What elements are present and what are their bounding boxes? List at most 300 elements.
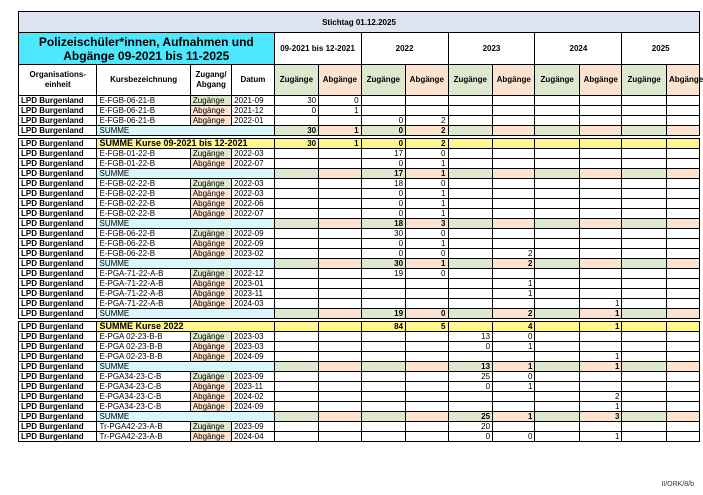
col-header-abgaenge: Abgänge: [579, 65, 621, 96]
abgaenge-value: [579, 189, 621, 199]
datum-cell: 2022-06: [232, 199, 274, 209]
abgaenge-value: [666, 332, 699, 342]
data-table: [18, 11, 703, 442]
zugaenge-value: [274, 159, 319, 169]
col-header-zugaenge: Zugänge: [361, 65, 406, 96]
kurs-cell: E-FGB-06-22-B: [97, 229, 190, 239]
zugaenge-value: [274, 402, 319, 412]
zugaenge-value: [361, 372, 406, 382]
kurs-cell: E-PGA34-23-C-B: [97, 382, 190, 392]
org-cell: LPD Burgenland: [19, 402, 97, 412]
period-header: 2024: [535, 33, 622, 65]
abgaenge-value: [493, 229, 535, 239]
abgaenge-value: 0: [406, 179, 448, 189]
abgaenge-value: 0: [406, 309, 448, 319]
abgaenge-value: 1: [579, 352, 621, 362]
datum-cell: 2023-03: [232, 332, 274, 342]
zugang-abgang-cell: Abgänge: [190, 249, 231, 259]
kurs-cell: E-PGA-71-22-A-B: [97, 279, 190, 289]
zugang-abgang-cell: Abgänge: [190, 299, 231, 309]
zugaenge-value: [361, 289, 406, 299]
zugaenge-value: 0: [361, 126, 406, 136]
zugang-abgang-cell: Abgänge: [190, 116, 231, 126]
table-row: [19, 382, 700, 392]
datum-cell: 2023-11: [232, 289, 274, 299]
zugaenge-value: [535, 189, 580, 199]
zugang-abgang-cell: Abgänge: [190, 342, 231, 352]
zugaenge-value: [622, 382, 667, 392]
zugaenge-value: [535, 322, 580, 332]
zugaenge-value: [274, 299, 319, 309]
zugaenge-value: [535, 289, 580, 299]
table-row: [19, 332, 700, 342]
zugaenge-value: [274, 239, 319, 249]
org-cell: LPD Burgenland: [19, 392, 97, 402]
zugaenge-value: [622, 289, 667, 299]
col-header-zugaenge: Zugänge: [274, 65, 319, 96]
sum-label: SUMME: [97, 169, 274, 179]
zugang-abgang-cell: Abgänge: [190, 189, 231, 199]
abgaenge-value: [666, 402, 699, 412]
abgaenge-value: [579, 249, 621, 259]
abgaenge-value: 1: [579, 299, 621, 309]
zugaenge-value: 25: [448, 372, 493, 382]
zugaenge-value: 30: [274, 126, 319, 136]
datum-cell: 2023-01: [232, 279, 274, 289]
org-cell: LPD Burgenland: [19, 269, 97, 279]
zugaenge-value: [361, 96, 406, 106]
abgaenge-value: [666, 189, 699, 199]
zugaenge-value: 0: [361, 199, 406, 209]
zugaenge-value: [535, 239, 580, 249]
abgaenge-value: [666, 289, 699, 299]
zugaenge-value: [535, 382, 580, 392]
zugaenge-value: [622, 179, 667, 189]
abgaenge-value: [666, 279, 699, 289]
zugang-abgang-cell: Zugänge: [190, 96, 231, 106]
abgaenge-value: [319, 322, 361, 332]
org-cell: LPD Burgenland: [19, 159, 97, 169]
zugaenge-value: 30: [274, 139, 319, 149]
abgaenge-value: 2: [406, 116, 448, 126]
org-cell: LPD Burgenland: [19, 249, 97, 259]
zugaenge-value: [535, 352, 580, 362]
abgaenge-value: [406, 96, 448, 106]
zugang-abgang-cell: Zugänge: [190, 149, 231, 159]
zugaenge-value: [535, 249, 580, 259]
zugaenge-value: [274, 332, 319, 342]
org-cell: LPD Burgenland: [19, 229, 97, 239]
abgaenge-value: 1: [579, 309, 621, 319]
abgaenge-value: [579, 269, 621, 279]
abgaenge-value: [666, 96, 699, 106]
abgaenge-value: 1: [493, 279, 535, 289]
abgaenge-value: [406, 382, 448, 392]
zugaenge-value: [274, 382, 319, 392]
zugaenge-value: [622, 169, 667, 179]
abgaenge-value: [666, 169, 699, 179]
zugang-abgang-cell: Abgänge: [190, 159, 231, 169]
zugang-abgang-cell: Abgänge: [190, 199, 231, 209]
sum-label: SUMME: [97, 362, 274, 372]
sum-row: [19, 126, 700, 136]
zugaenge-value: [535, 116, 580, 126]
footer-code: II/ORK/8/b: [661, 481, 694, 488]
zugaenge-value: [448, 289, 493, 299]
zugaenge-value: [535, 372, 580, 382]
zugaenge-value: 19: [361, 309, 406, 319]
zugaenge-value: [622, 342, 667, 352]
sum-label: SUMME: [97, 309, 274, 319]
abgaenge-value: 1: [579, 362, 621, 372]
zugaenge-value: [274, 309, 319, 319]
zugaenge-value: [622, 422, 667, 432]
abgaenge-value: [666, 392, 699, 402]
abgaenge-value: 1: [406, 159, 448, 169]
zugang-abgang-cell: Abgänge: [190, 106, 231, 116]
zugaenge-value: [622, 309, 667, 319]
abgaenge-value: [666, 422, 699, 432]
zugaenge-value: 18: [361, 219, 406, 229]
kurs-cell: E-PGA34-23-C-B: [97, 402, 190, 412]
zugaenge-value: [448, 239, 493, 249]
org-cell: LPD Burgenland: [19, 382, 97, 392]
abgaenge-value: 2: [406, 126, 448, 136]
org-cell: LPD Burgenland: [19, 189, 97, 199]
title-row: [19, 33, 700, 65]
table-row: [19, 179, 700, 189]
table-row: [19, 372, 700, 382]
abgaenge-value: [406, 289, 448, 299]
abgaenge-value: [666, 342, 699, 352]
zugaenge-value: 0: [361, 249, 406, 259]
abgaenge-value: [406, 352, 448, 362]
abgaenge-value: [319, 279, 361, 289]
abgaenge-value: [493, 239, 535, 249]
zugang-abgang-cell: Abgänge: [190, 402, 231, 412]
abgaenge-value: [666, 322, 699, 332]
abgaenge-value: 0: [406, 149, 448, 159]
zugaenge-value: [622, 392, 667, 402]
datum-cell: 2023-09: [232, 422, 274, 432]
spreadsheet: [18, 11, 703, 442]
table-row: [19, 239, 700, 249]
abgaenge-value: 1: [493, 362, 535, 372]
abgaenge-value: 2: [493, 309, 535, 319]
zugaenge-value: [448, 299, 493, 309]
org-cell: LPD Burgenland: [19, 352, 97, 362]
zugaenge-value: 0: [448, 342, 493, 352]
zugaenge-value: [448, 309, 493, 319]
abgaenge-value: [493, 179, 535, 189]
abgaenge-value: 1: [406, 209, 448, 219]
zugaenge-value: 30: [361, 259, 406, 269]
zugaenge-value: [274, 189, 319, 199]
zugaenge-value: [361, 412, 406, 422]
org-cell: LPD Burgenland: [19, 289, 97, 299]
zugaenge-value: [448, 189, 493, 199]
zugaenge-value: [622, 432, 667, 442]
abgaenge-value: 1: [579, 402, 621, 412]
abgaenge-value: [406, 332, 448, 342]
abgaenge-value: [406, 372, 448, 382]
abgaenge-value: 1: [319, 126, 361, 136]
kurs-cell: E-PGA-71-22-A-B: [97, 299, 190, 309]
sum-label: SUMME: [97, 412, 274, 422]
abgaenge-value: [319, 149, 361, 159]
kurs-cell: E-FGB-06-22-B: [97, 239, 190, 249]
abgaenge-value: [493, 169, 535, 179]
zugaenge-value: [361, 422, 406, 432]
abgaenge-value: [319, 382, 361, 392]
abgaenge-value: [406, 402, 448, 412]
abgaenge-value: [579, 169, 621, 179]
abgaenge-value: 1: [406, 169, 448, 179]
zugaenge-value: 0: [361, 189, 406, 199]
zugaenge-value: [535, 299, 580, 309]
org-cell: LPD Burgenland: [19, 179, 97, 189]
zugaenge-value: [535, 259, 580, 269]
abgaenge-value: [319, 189, 361, 199]
zugaenge-value: [448, 126, 493, 136]
zugaenge-value: 17: [361, 169, 406, 179]
zugaenge-value: 0: [361, 139, 406, 149]
datum-cell: 2024-04: [232, 432, 274, 442]
zugaenge-value: [361, 432, 406, 442]
zugaenge-value: 13: [448, 332, 493, 342]
period-header: 2023: [448, 33, 535, 65]
table-row: [19, 342, 700, 352]
zugaenge-value: 30: [361, 229, 406, 239]
zugaenge-value: [535, 126, 580, 136]
zugaenge-value: [535, 412, 580, 422]
abgaenge-value: [666, 362, 699, 372]
abgaenge-value: [319, 289, 361, 299]
kurs-cell: E-FGB-01-22-B: [97, 159, 190, 169]
datum-cell: 2023-11: [232, 382, 274, 392]
zugang-abgang-cell: Abgänge: [190, 352, 231, 362]
org-cell: LPD Burgenland: [19, 169, 97, 179]
col-header-abgaenge: Abgänge: [319, 65, 361, 96]
kurs-cell: E-PGA34-23-C-B: [97, 392, 190, 402]
table-row: [19, 189, 700, 199]
abgaenge-value: [406, 362, 448, 372]
table-row: [19, 422, 700, 432]
abgaenge-value: [493, 96, 535, 106]
abgaenge-value: 0: [406, 229, 448, 239]
org-cell: LPD Burgenland: [19, 139, 97, 149]
abgaenge-value: 2: [493, 249, 535, 259]
grand-total-label: SUMME Kurse 2022: [97, 322, 274, 332]
kurs-cell: Tr-PGA42-23-A-B: [97, 432, 190, 442]
zugaenge-value: 19: [361, 269, 406, 279]
kurs-cell: E-FGB-02-22-B: [97, 209, 190, 219]
abgaenge-value: [319, 342, 361, 352]
abgaenge-value: [579, 259, 621, 269]
abgaenge-value: [579, 209, 621, 219]
zugaenge-value: 20: [448, 422, 493, 432]
abgaenge-value: [579, 96, 621, 106]
col-header-zugaenge: Zugänge: [448, 65, 493, 96]
abgaenge-value: [319, 249, 361, 259]
stichtag-label: Stichtag 01.12.2025: [19, 12, 700, 33]
column-header-row: [19, 65, 700, 96]
org-cell: LPD Burgenland: [19, 209, 97, 219]
zugaenge-value: [361, 382, 406, 392]
zugaenge-value: [622, 159, 667, 169]
org-cell: LPD Burgenland: [19, 116, 97, 126]
org-cell: LPD Burgenland: [19, 259, 97, 269]
sum-row: [19, 219, 700, 229]
table-row: [19, 149, 700, 159]
abgaenge-value: 5: [406, 322, 448, 332]
table-row: [19, 289, 700, 299]
abgaenge-value: [319, 116, 361, 126]
datum-cell: 2023-02: [232, 249, 274, 259]
period-header: 2025: [622, 33, 700, 65]
zugaenge-value: 0: [274, 106, 319, 116]
abgaenge-value: [319, 239, 361, 249]
abgaenge-value: [319, 392, 361, 402]
abgaenge-value: [579, 332, 621, 342]
table-row: [19, 116, 700, 126]
abgaenge-value: [666, 382, 699, 392]
org-cell: LPD Burgenland: [19, 362, 97, 372]
abgaenge-value: [493, 116, 535, 126]
org-cell: LPD Burgenland: [19, 299, 97, 309]
abgaenge-value: 1: [406, 259, 448, 269]
abgaenge-value: [493, 189, 535, 199]
abgaenge-value: [493, 402, 535, 412]
abgaenge-value: [666, 412, 699, 422]
table-row: [19, 209, 700, 219]
abgaenge-value: [493, 126, 535, 136]
kurs-cell: E-PGA 02-23-B-B: [97, 352, 190, 362]
abgaenge-value: 0: [493, 372, 535, 382]
abgaenge-value: [406, 432, 448, 442]
abgaenge-value: [319, 402, 361, 412]
sum-row: [19, 412, 700, 422]
abgaenge-value: [579, 229, 621, 239]
zugaenge-value: [448, 322, 493, 332]
stichtag-row: [19, 12, 700, 33]
abgaenge-value: 1: [319, 139, 361, 149]
datum-cell: 2024-09: [232, 352, 274, 362]
abgaenge-value: [579, 116, 621, 126]
table-row: [19, 432, 700, 442]
zugaenge-value: [535, 169, 580, 179]
abgaenge-value: [493, 149, 535, 159]
zugaenge-value: [361, 106, 406, 116]
abgaenge-value: 1: [406, 199, 448, 209]
zugaenge-value: 18: [361, 179, 406, 189]
table-row: [19, 199, 700, 209]
zugaenge-value: [274, 412, 319, 422]
abgaenge-value: [666, 249, 699, 259]
datum-cell: 2021-12: [232, 106, 274, 116]
abgaenge-value: [319, 159, 361, 169]
abgaenge-value: [666, 179, 699, 189]
col-header-zugaenge: Zugänge: [622, 65, 667, 96]
abgaenge-value: [666, 269, 699, 279]
abgaenge-value: [579, 159, 621, 169]
zugaenge-value: 30: [274, 96, 319, 106]
abgaenge-value: [319, 362, 361, 372]
zugaenge-value: [274, 352, 319, 362]
zugaenge-value: [535, 209, 580, 219]
table-row: [19, 402, 700, 412]
abgaenge-value: 0: [493, 332, 535, 342]
abgaenge-value: 2: [579, 392, 621, 402]
zugaenge-value: [622, 352, 667, 362]
zugaenge-value: [622, 149, 667, 159]
col-header-kurs: Kursbezeichnung: [97, 65, 190, 96]
zugaenge-value: [274, 279, 319, 289]
table-row: [19, 392, 700, 402]
abgaenge-value: 3: [406, 219, 448, 229]
abgaenge-value: [493, 199, 535, 209]
abgaenge-value: [493, 139, 535, 149]
abgaenge-value: [579, 219, 621, 229]
abgaenge-value: [666, 126, 699, 136]
zugaenge-value: [448, 96, 493, 106]
zugaenge-value: [274, 209, 319, 219]
abgaenge-value: 1: [493, 342, 535, 352]
abgaenge-value: 3: [579, 412, 621, 422]
table-row: [19, 352, 700, 362]
kurs-cell: E-FGB-01-22-B: [97, 149, 190, 159]
zugaenge-value: 0: [361, 116, 406, 126]
abgaenge-value: [493, 422, 535, 432]
zugaenge-value: 0: [448, 432, 493, 442]
abgaenge-value: 2: [493, 259, 535, 269]
abgaenge-value: 0: [406, 269, 448, 279]
abgaenge-value: [579, 106, 621, 116]
abgaenge-value: [579, 126, 621, 136]
zugang-abgang-cell: Abgänge: [190, 209, 231, 219]
zugaenge-value: [448, 179, 493, 189]
zugaenge-value: [535, 159, 580, 169]
zugaenge-value: 0: [361, 159, 406, 169]
abgaenge-value: [319, 299, 361, 309]
zugaenge-value: [622, 106, 667, 116]
col-header-abgaenge: Abgänge: [406, 65, 448, 96]
org-cell: LPD Burgenland: [19, 422, 97, 432]
zugaenge-value: [448, 169, 493, 179]
zugaenge-value: [535, 219, 580, 229]
abgaenge-value: [319, 219, 361, 229]
abgaenge-value: [493, 106, 535, 116]
zugaenge-value: [448, 219, 493, 229]
zugaenge-value: [448, 352, 493, 362]
zugaenge-value: [535, 392, 580, 402]
zugaenge-value: [274, 116, 319, 126]
abgaenge-value: [666, 299, 699, 309]
abgaenge-value: [406, 412, 448, 422]
org-cell: LPD Burgenland: [19, 432, 97, 442]
zugaenge-value: [448, 159, 493, 169]
abgaenge-value: [319, 309, 361, 319]
zugang-abgang-cell: Zugänge: [190, 229, 231, 239]
zugaenge-value: [535, 269, 580, 279]
zugaenge-value: [274, 219, 319, 229]
org-cell: LPD Burgenland: [19, 106, 97, 116]
abgaenge-value: [666, 259, 699, 269]
datum-cell: 2023-09: [232, 372, 274, 382]
kurs-cell: E-PGA 02-23-B-B: [97, 342, 190, 352]
zugaenge-value: [448, 269, 493, 279]
zugaenge-value: [535, 139, 580, 149]
